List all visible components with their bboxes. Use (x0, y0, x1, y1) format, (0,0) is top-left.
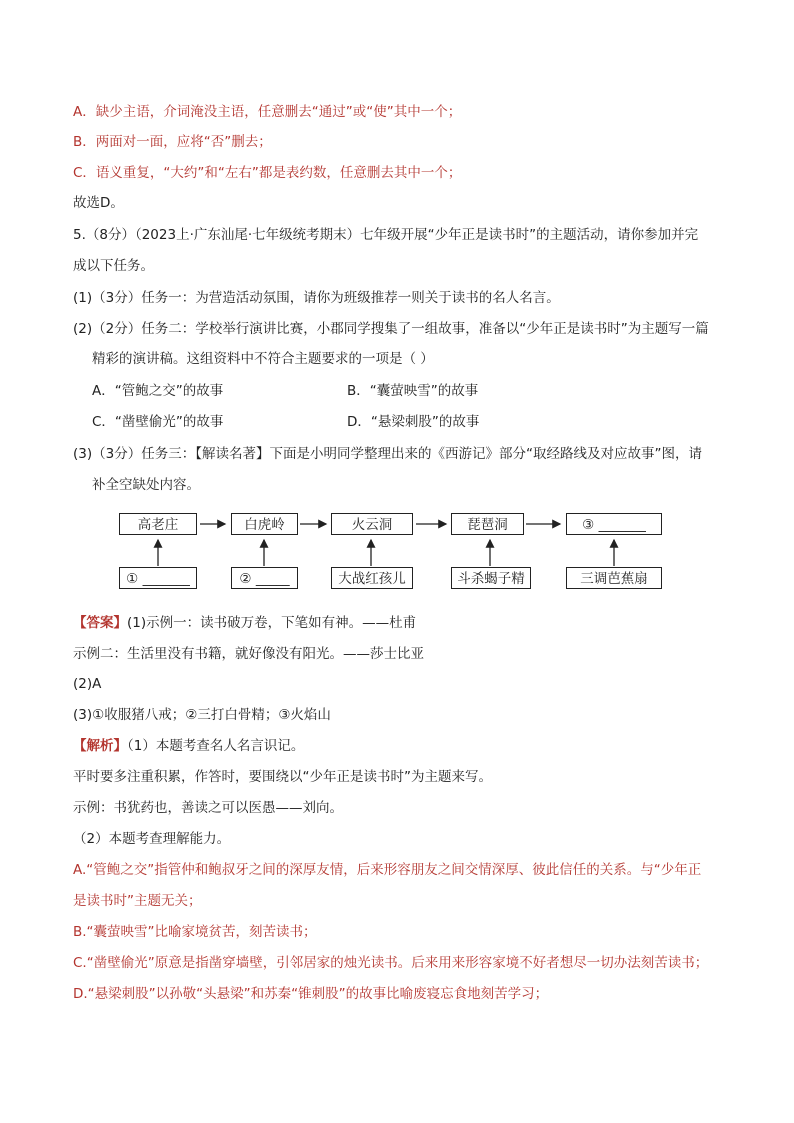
task-1: (1)（3分）任务一：为营造活动氛围，请你为班级推荐一则关于读书的名人名言。 (73, 290, 560, 306)
place-box-1: 高老庄 (119, 513, 197, 535)
answer-text-1: (1)示例一：读书破万卷，下笔如有神。——杜甫 (127, 615, 417, 631)
analysis-c: C.“凿壁偷光”原意是指凿穿墙壁，引邻居家的烛光读书。后来用来形容家境不好者想尽一切办法刻苦读书； (73, 955, 709, 971)
story-box-1-blank: ① _______ (119, 567, 197, 589)
story-box-3: 大战红孩儿 (331, 567, 413, 589)
analysis-line-1 (73, 737, 304, 755)
answer-label: 【答案】 (73, 615, 127, 631)
story-box-4: 斗杀蝎子精 (451, 567, 531, 589)
task-3-cont: 补全空缺处内容。 (92, 477, 200, 493)
place-box-4: 琵琶洞 (451, 513, 524, 535)
question-5-stem: 5.（8分）（2023上·广东汕尾·七年级统考期末）七年级开展“少年正是读书时”的主题活动，请你参加并完 (73, 227, 699, 243)
analysis-line-4: （2）本题考查理解能力。 (73, 831, 231, 847)
analysis-line-3: 示例：书犹药也，善读之可以医愚——刘向。 (73, 800, 343, 816)
task-2-cont: 精彩的演讲稿。这组资料中不符合主题要求的一项是（ ） (92, 351, 434, 367)
option-d: D．“悬梁刺股”的故事 (347, 414, 480, 430)
analysis-d: D.“悬梁刺股”以孙敬“头悬梁”和苏秦“锥刺股”的故事比喻废寝忘食地刻苦学习； (73, 986, 549, 1002)
answer-line-2: 示例二：生活里没有书籍，就好像没有阳光。——莎士比亚 (73, 646, 424, 662)
option-b-explanation: B．两面对一面，应将“否”删去； (73, 134, 272, 150)
story-box-2-blank: ② _____ (231, 567, 298, 589)
conclusion: 故选D。 (73, 195, 124, 211)
place-box-2: 白虎岭 (231, 513, 298, 535)
task-2: (2)（2分）任务二：学校举行演讲比赛，小郡同学搜集了一组故事，准备以“少年正是读书时”为主题写一篇 (73, 321, 709, 337)
option-b: B．“囊萤映雪”的故事 (347, 383, 479, 399)
question-5-stem-cont: 成以下任务。 (73, 258, 154, 274)
option-c: C．“凿壁偷光”的故事 (92, 414, 224, 430)
analysis-label: 【解析】 (73, 738, 127, 754)
analysis-line-2: 平时要多注重积累，作答时，要围绕以“少年正是读书时”为主题来写。 (73, 769, 492, 785)
story-box-5: 三调芭蕉扇 (566, 567, 662, 589)
option-a-explanation: A．缺少主语，介词淹没主语，任意删去“通过”或“使”其中一个； (73, 104, 462, 120)
option-c-explanation: C．语义重复，“大约”和“左右”都是表约数，任意删去其中一个； (73, 165, 462, 181)
answer-line-1 (73, 614, 416, 632)
place-box-5-blank: ③ _______ (566, 513, 662, 535)
analysis-b: B.“囊萤映雪”比喻家境贫苦，刻苦读书； (73, 924, 317, 940)
analysis-a-cont: 是读书时”主题无关； (73, 893, 202, 909)
place-box-3: 火云洞 (331, 513, 413, 535)
analysis-text-1: （1）本题考查名人名言识记。 (127, 738, 305, 754)
option-a: A．“管鲍之交”的故事 (92, 383, 224, 399)
answer-line-3: (2)A (73, 676, 102, 692)
task-3: (3)（3分）任务三：【解读名著】下面是小明同学整理出来的《西游记》部分“取经路线及对应故事”图，请 (73, 446, 702, 462)
analysis-a: A.“管鲍之交”指管仲和鲍叔牙之间的深厚友情，后来形容朋友之间交情深厚、彼此信任的关系。与“少年正 (73, 862, 702, 878)
answer-line-4: (3)①收服猪八戒；②三打白骨精；③火焰山 (73, 707, 331, 723)
